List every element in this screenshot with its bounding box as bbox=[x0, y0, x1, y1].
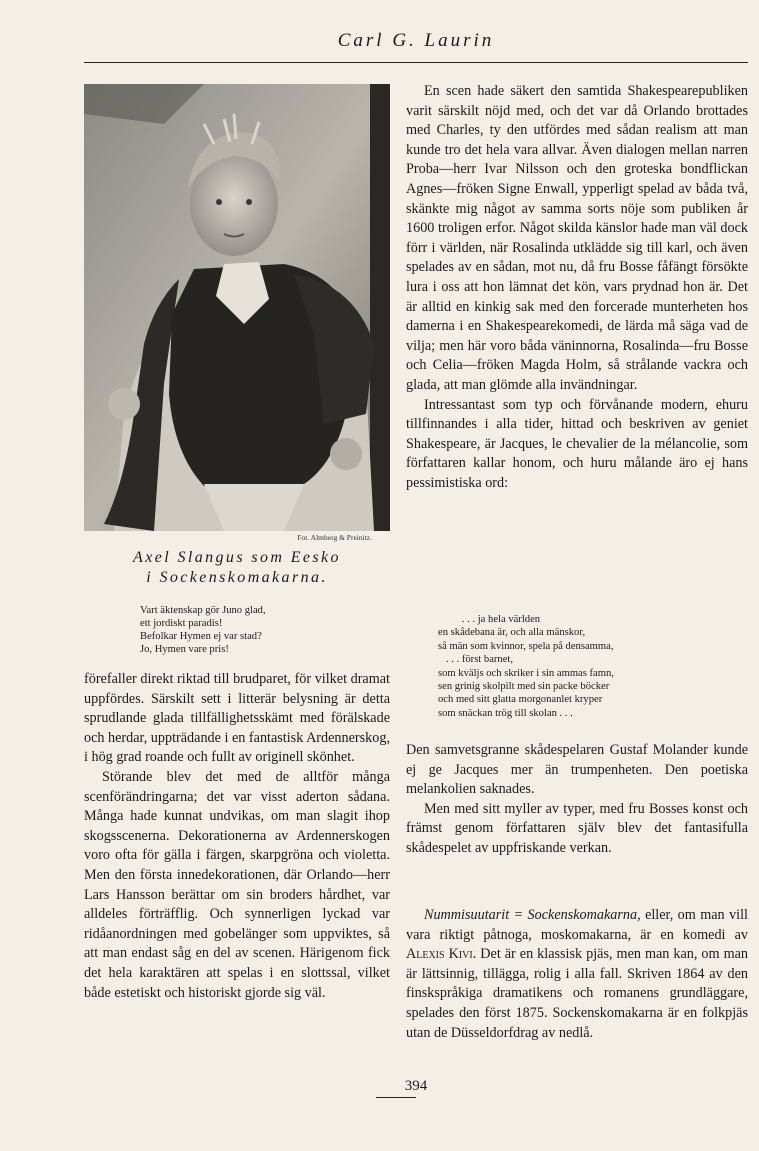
left-column-text bbox=[84, 670, 390, 1003]
jacques-quote bbox=[438, 613, 748, 720]
right-column-bottom bbox=[406, 741, 748, 859]
paragraph: förefaller direkt riktad till brudparet, för vilket dramat uppfördes. Särskilt sett i litterär belysning är detta sprudlande glada tillfällighetsskämt med förälskade och herdar, uppträdande i en fantastisk Ardennerskog, i hög grad roande och fullt av originell skönhet. bbox=[84, 671, 390, 766]
paragraph: En scen hade säkert den samtida Shakespearepubliken varit särskilt nöjd med, och det var då Orlando brottades med Charles, ty den utfördes med sådan realism att man kunde tro det hela vara allvar. Även dialogen mellan narren Proba—herr Ivar Nilsson och den groteska bondflickan Agnes—fröken Signe Enwall, ypperligt spelad av båda två, skänkte mig något av samma sorts nöje som publiken år 1600 troligen erfor. Något skilda känslor hade man väl dock förr i världen, när Rosalinda utklädde sig till karl, och även spelades av en sådan, mot nu, då fru Bosse fåfängt försökte lura i oss att hon lämnat det kön, vars prydnad hon är. Det är alltid en kinkig sak med den forcerade munterheten hos damerna i en Shakespearekomedi, de lärda må säga vad de vilja; men här voro båda väninnorna, Rosalinda—fru Bosse och Celia—fröken Magda Holm, så strålande vackra och glada, att man glömde alla invändningar. bbox=[406, 83, 748, 393]
text-segment: eller, om man vill vara riktigt påtnoga, moskomakarna, är en komedi av bbox=[406, 907, 748, 943]
running-header: Carl G. Laurin bbox=[337, 30, 495, 51]
photo-credit: Fot. Almberg & Preinitz. bbox=[297, 533, 372, 542]
quote-line: som snäckan trög till skolan . . . bbox=[438, 707, 573, 719]
paragraph: Den samvetsgranne skådespelaren Gustaf Molander kunde ej ge Jacques mer än trumpenheten. Den poetiska melankolien saknades. bbox=[406, 742, 748, 798]
paragraph: Men med sitt myller av typer, med fru Bosses konst och främst genom författaren själv blev det fantasifulla skådespelet av uppfriskande verkan. bbox=[406, 800, 748, 856]
portrait-photo bbox=[84, 84, 390, 531]
caption-line-1: Axel Slangus som Eesko bbox=[133, 549, 341, 566]
paragraph: Störande blev det med de alltför många scenförändringarna; det var visst aderton sådana. Många hade kunnat undvikas, om man slagit ihop skogsscenerna. Dekorationerna av Ardennerskogen voro ofta för gälla i färgen, skarpgröna och violetta. Men den första innedekorationen, där Orlando—herr Lars Hansson berättar om sin broders hårdhet, var alldeles förträfflig. Och synnerligen lyckad var ridåanordningen med gobelänger som uppviktes, så att man endast såg en del av scenen. Härigenom fick det hela karaktären att spelas i en slottssal, vilket både estetiskt och historiskt gjorde sig väl. bbox=[84, 768, 390, 1001]
page-number-rule bbox=[376, 1097, 416, 1098]
quote-line: . . . först barnet, bbox=[438, 654, 514, 666]
caption-line-2: i Sockenskomakarna. bbox=[146, 569, 328, 586]
text-segment: . Det är en klassisk pjäs, men man kan, om man är lättsinnig, tillägga, rolig i alla fall. Skriven 1864 av den finskspråkiga dramatikens och romanens grundläggare, spelades den först 1875. Sockenskomakarna är en folkpjäs utan de Düsseldorfdrag av nedlå. bbox=[406, 946, 748, 1041]
right-column-top bbox=[406, 82, 748, 493]
kivi-paragraph bbox=[406, 906, 748, 1043]
quote-line: som kväljs och skriker i sin ammas famn, bbox=[438, 667, 614, 679]
poem-line: Jo, Hymen vare pris! bbox=[140, 644, 229, 655]
author-name: Alexis Kivi bbox=[406, 946, 473, 963]
page-number: 394 bbox=[404, 1078, 428, 1094]
quote-line: sen grinig skolpilt med sin packe böcker bbox=[438, 681, 610, 693]
header-rule bbox=[84, 62, 748, 63]
quote-line: . . . ja hela världen bbox=[438, 614, 541, 625]
quote-line: en skådebana är, och alla mänskor, bbox=[438, 627, 586, 639]
poem-line: Vart äktenskap gör Juno glad, bbox=[140, 605, 266, 616]
poem-line: ett jordiskt paradis! bbox=[140, 618, 223, 629]
play-title: Nummisuutarit = Sockenskomakarna, bbox=[424, 907, 641, 923]
quote-line: och med sitt glatta morgonanlet kryper bbox=[438, 694, 603, 706]
portrait-illustration bbox=[84, 84, 390, 531]
paragraph: Intressantast som typ och förvånande modern, ehuru tillfinnandes i alla tider, hittad och beskriven av geniet Shakespeare, är Jacques, le chevalier de la mélancolie, som författaren kallar honom, och huru målande äro ej hans pessimistiska ord: bbox=[406, 396, 748, 491]
poem-line: Befolkar Hymen ej var stad? bbox=[140, 631, 262, 642]
quote-line: så män som kvinnor, spela på densamma, bbox=[438, 640, 614, 652]
photo-caption bbox=[84, 548, 390, 588]
poem-verse bbox=[140, 604, 390, 656]
